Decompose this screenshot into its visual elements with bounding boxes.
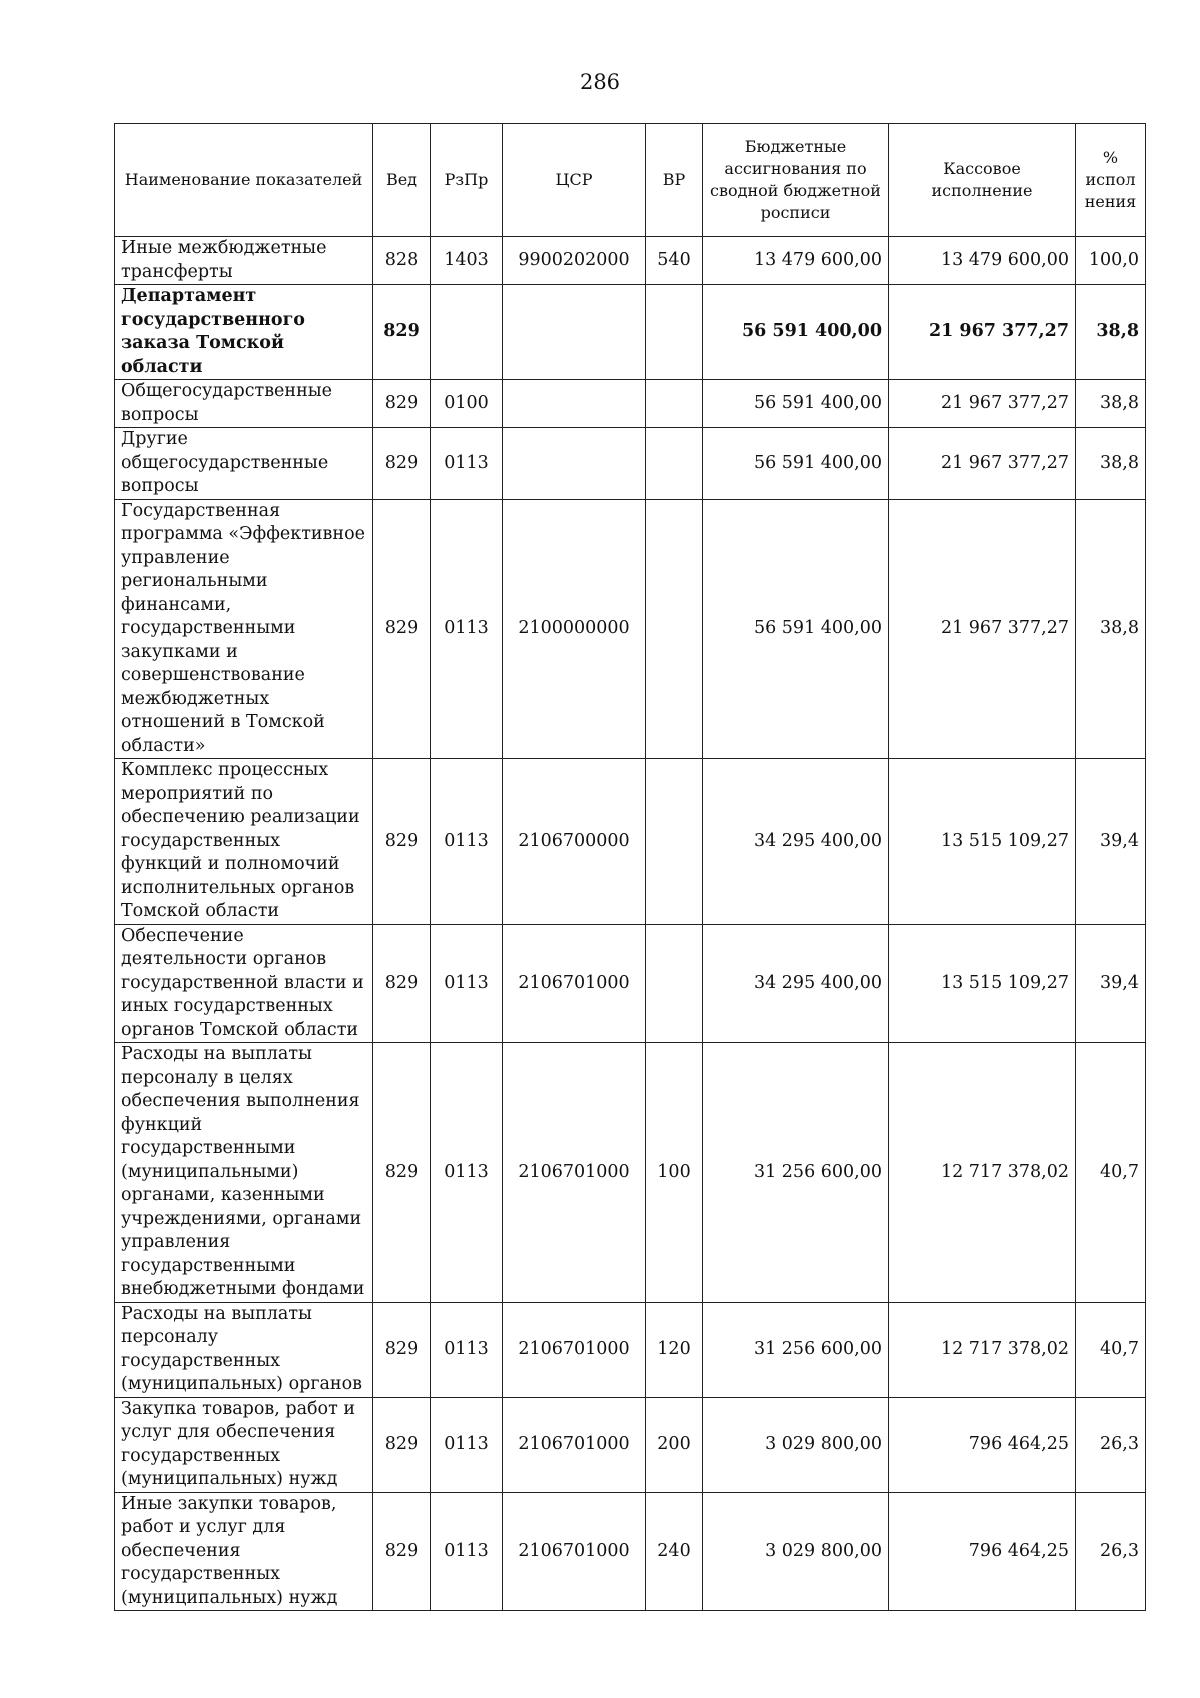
cell-ved: 829 [373,285,431,380]
table-row [115,285,1146,380]
cell-ved: 829 [373,759,431,925]
cell-name: Закупка товаров, работ и услуг для обеспечения государственных (муниципальных) нужд [115,1397,373,1492]
cell-percent: 38,8 [1076,499,1146,759]
cell-name: Иные межбюджетные трансферты [115,237,373,285]
cell-csr: 2106700000 [503,759,646,925]
table-body [115,237,1146,1611]
cell-ved: 829 [373,1043,431,1303]
cell-percent: 38,8 [1076,285,1146,380]
cell-vr [646,380,703,428]
cell-name: Государственная программа «Эффективное управление региональными финансами, государственными закупками и совершенствование межбюджетных отношений в Томской области» [115,499,373,759]
budget-execution-table [114,123,1146,1611]
cell-allocations: 56 591 400,00 [703,380,889,428]
cell-cash: 796 464,25 [889,1397,1076,1492]
cell-allocations: 56 591 400,00 [703,499,889,759]
table-row [115,428,1146,500]
cell-allocations: 31 256 600,00 [703,1043,889,1303]
cell-cash: 796 464,25 [889,1492,1076,1611]
cell-allocations: 34 295 400,00 [703,924,889,1043]
cell-allocations: 3 029 800,00 [703,1397,889,1492]
cell-name: Департамент государственного заказа Томской области [115,285,373,380]
cell-name: Расходы на выплаты персоналу в целях обеспечения выполнения функций государственными (муниципальными) органами, казенными учреждениями, органами управления государственными внебюджетными фондами [115,1043,373,1303]
cell-ved: 829 [373,1302,431,1397]
cell-cash: 21 967 377,27 [889,428,1076,500]
cell-rzpr: 0113 [431,499,503,759]
cell-csr [503,285,646,380]
cell-ved: 829 [373,380,431,428]
cell-rzpr: 0113 [431,1043,503,1303]
cell-csr: 2106701000 [503,1397,646,1492]
page-number: 286 [579,70,621,94]
cell-ved: 829 [373,499,431,759]
cell-name: Общегосударственные вопросы [115,380,373,428]
table-row [115,380,1146,428]
cell-cash: 12 717 378,02 [889,1302,1076,1397]
cell-percent: 38,8 [1076,428,1146,500]
cell-vr [646,924,703,1043]
cell-rzpr: 0100 [431,380,503,428]
header-rzpr: РзПр [431,124,503,237]
cell-vr: 240 [646,1492,703,1611]
cell-allocations: 3 029 800,00 [703,1492,889,1611]
cell-name: Комплекс процессных мероприятий по обеспечению реализации государственных функций и полномочий исполнительных органов Томской области [115,759,373,925]
cell-csr [503,380,646,428]
header-cash: Кассовое исполнение [889,124,1076,237]
cell-csr: 2100000000 [503,499,646,759]
cell-csr: 2106701000 [503,1492,646,1611]
header-csr: ЦСР [503,124,646,237]
table-row [115,1492,1146,1611]
cell-allocations: 34 295 400,00 [703,759,889,925]
cell-rzpr [431,285,503,380]
cell-rzpr: 0113 [431,1492,503,1611]
cell-percent: 38,8 [1076,380,1146,428]
table-row [115,1043,1146,1303]
cell-cash: 21 967 377,27 [889,380,1076,428]
cell-ved: 829 [373,924,431,1043]
cell-allocations: 13 479 600,00 [703,237,889,285]
table-row [115,237,1146,285]
cell-allocations: 31 256 600,00 [703,1302,889,1397]
cell-ved: 829 [373,428,431,500]
table-row [115,1302,1146,1397]
cell-vr [646,759,703,925]
cell-rzpr: 0113 [431,759,503,925]
cell-rzpr: 0113 [431,428,503,500]
header-name: Наименование показателей [115,124,373,237]
header-vr: ВР [646,124,703,237]
cell-vr: 120 [646,1302,703,1397]
cell-rzpr: 0113 [431,1397,503,1492]
cell-csr: 2106701000 [503,1302,646,1397]
cell-vr [646,428,703,500]
table-row [115,924,1146,1043]
cell-percent: 26,3 [1076,1397,1146,1492]
cell-cash: 21 967 377,27 [889,285,1076,380]
cell-percent: 40,7 [1076,1043,1146,1303]
cell-rzpr: 0113 [431,924,503,1043]
cell-vr [646,285,703,380]
cell-vr: 100 [646,1043,703,1303]
cell-vr: 540 [646,237,703,285]
table-row [115,759,1146,925]
cell-cash: 13 515 109,27 [889,924,1076,1043]
cell-cash: 12 717 378,02 [889,1043,1076,1303]
cell-ved: 829 [373,1492,431,1611]
cell-percent: 100,0 [1076,237,1146,285]
table-header-row [115,124,1146,237]
cell-csr: 9900202000 [503,237,646,285]
table-row [115,499,1146,759]
cell-percent: 39,4 [1076,759,1146,925]
cell-percent: 39,4 [1076,924,1146,1043]
cell-ved: 829 [373,1397,431,1492]
cell-cash: 13 479 600,00 [889,237,1076,285]
cell-rzpr: 0113 [431,1302,503,1397]
cell-percent: 40,7 [1076,1302,1146,1397]
cell-allocations: 56 591 400,00 [703,285,889,380]
cell-cash: 13 515 109,27 [889,759,1076,925]
cell-vr: 200 [646,1397,703,1492]
header-percent: % испол нения [1076,124,1146,237]
cell-name: Обеспечение деятельности органов государственной власти и иных государственных органов Томской области [115,924,373,1043]
table-row [115,1397,1146,1492]
cell-csr: 2106701000 [503,1043,646,1303]
header-ved: Вед [373,124,431,237]
header-allocations: Бюджетные ассигнования по сводной бюджетной росписи [703,124,889,237]
cell-csr: 2106701000 [503,924,646,1043]
cell-rzpr: 1403 [431,237,503,285]
cell-percent: 26,3 [1076,1492,1146,1611]
cell-vr [646,499,703,759]
cell-name: Иные закупки товаров, работ и услуг для обеспечения государственных (муниципальных) нужд [115,1492,373,1611]
cell-allocations: 56 591 400,00 [703,428,889,500]
cell-csr [503,428,646,500]
cell-cash: 21 967 377,27 [889,499,1076,759]
cell-ved: 828 [373,237,431,285]
cell-name: Другие общегосударственные вопросы [115,428,373,500]
cell-name: Расходы на выплаты персоналу государственных (муниципальных) органов [115,1302,373,1397]
